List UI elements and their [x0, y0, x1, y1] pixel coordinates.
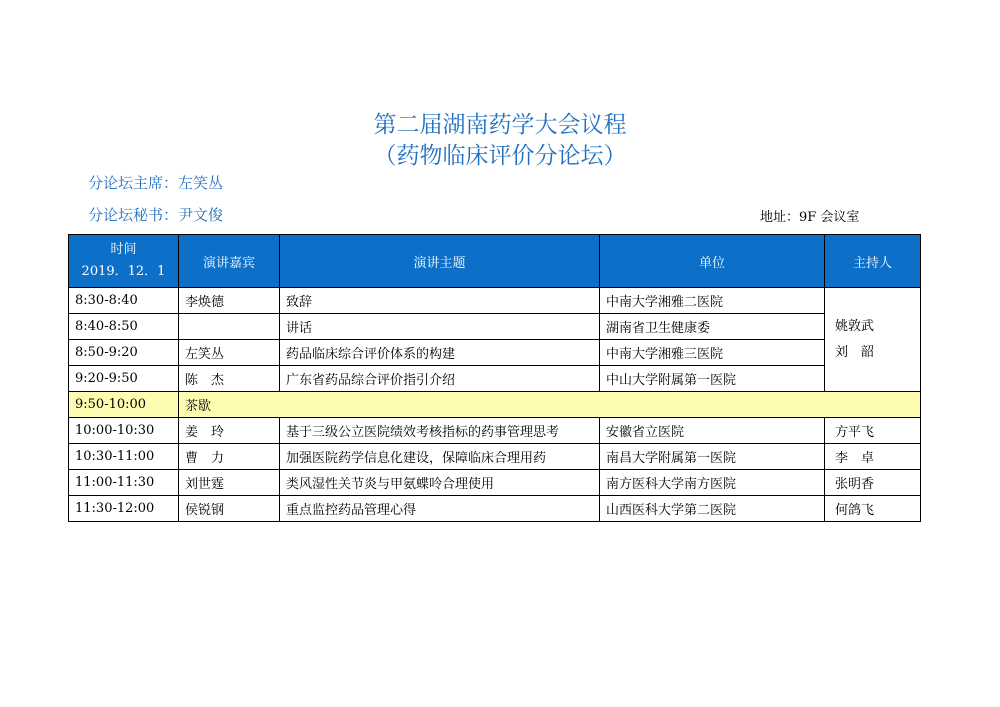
cell-speaker: 李焕德 — [179, 288, 280, 314]
table-row — [69, 314, 921, 340]
cell-speaker: 曹 力 — [179, 444, 280, 470]
tea-break-label: 茶歇 — [179, 392, 921, 418]
cell-unit: 山西医科大学第二医院 — [600, 496, 825, 522]
table-row — [69, 288, 921, 314]
cell-time: 11:30-12:00 — [69, 496, 179, 522]
cell-time: 9:20-9:50 — [69, 366, 179, 392]
cell-unit: 安徽省立医院 — [600, 418, 825, 444]
cell-topic: 致辞 — [280, 288, 600, 314]
cell-speaker — [179, 314, 280, 340]
cell-topic: 讲话 — [280, 314, 600, 340]
cell-time: 10:00-10:30 — [69, 418, 179, 444]
cell-unit: 湖南省卫生健康委 — [600, 314, 825, 340]
tea-break-row — [69, 392, 921, 418]
cell-topic: 广东省药品综合评价指引介绍 — [280, 366, 600, 392]
header-host: 主持人 — [825, 235, 921, 288]
agenda-title: 第二届湖南药学大会议程 — [373, 112, 627, 138]
cell-speaker: 左笑丛 — [179, 340, 280, 366]
header-date: 2019．12．1 — [81, 264, 166, 279]
venue-address: 地址：9F 会议室 — [760, 210, 860, 225]
cell-time: 8:50-9:20 — [69, 340, 179, 366]
cell-time: 11:00-11:30 — [69, 470, 179, 496]
cell-unit: 中南大学湘雅三医院 — [600, 340, 825, 366]
cell-time: 8:40-8:50 — [69, 314, 179, 340]
cell-host: 张明香 — [825, 470, 921, 496]
table-row — [69, 366, 921, 392]
agenda-table — [68, 234, 921, 522]
table-row — [69, 418, 921, 444]
table-row — [69, 470, 921, 496]
forum-secretary: 分论坛秘书：尹文俊 — [88, 206, 224, 224]
cell-topic: 基于三级公立医院绩效考核指标的药事管理思考 — [280, 418, 600, 444]
cell-time: 9:50-10:00 — [69, 392, 179, 418]
table-row — [69, 340, 921, 366]
cell-speaker: 侯锐钢 — [179, 496, 280, 522]
cell-unit: 南昌大学附属第一医院 — [600, 444, 825, 470]
cell-unit: 中山大学附属第一医院 — [600, 366, 825, 392]
cell-host: 何鸽飞 — [825, 496, 921, 522]
cell-time: 8:30-8:40 — [69, 288, 179, 314]
cell-time: 10:30-11:00 — [69, 444, 179, 470]
header-topic: 演讲主题 — [280, 235, 600, 288]
table-row — [69, 496, 921, 522]
cell-host: 方平飞 — [825, 418, 921, 444]
cell-unit: 中南大学湘雅二医院 — [600, 288, 825, 314]
host-name: 刘 韶 — [835, 344, 875, 360]
cell-topic: 加强医院药学信息化建设，保障临床合理用药 — [280, 444, 600, 470]
cell-topic: 药品临床综合评价体系的构建 — [280, 340, 600, 366]
host-name: 姚敦武 — [835, 318, 875, 334]
table-row — [69, 444, 921, 470]
header-time — [69, 235, 179, 288]
cell-topic: 重点监控药品管理心得 — [280, 496, 600, 522]
cell-speaker: 陈 杰 — [179, 366, 280, 392]
forum-subtitle: （药物临床评价分论坛） — [373, 143, 627, 169]
cell-topic: 类风湿性关节炎与甲氨蝶呤合理使用 — [280, 470, 600, 496]
forum-chair: 分论坛主席：左笑丛 — [88, 174, 224, 192]
table-header-row — [69, 235, 921, 288]
cell-speaker: 姜 玲 — [179, 418, 280, 444]
header-time-label: 时间 — [110, 242, 137, 257]
cell-unit: 南方医科大学南方医院 — [600, 470, 825, 496]
cell-host: 李 卓 — [825, 444, 921, 470]
header-speaker: 演讲嘉宾 — [179, 235, 280, 288]
cell-speaker: 刘世霆 — [179, 470, 280, 496]
header-unit: 单位 — [600, 235, 825, 288]
cell-host-group — [825, 288, 921, 392]
